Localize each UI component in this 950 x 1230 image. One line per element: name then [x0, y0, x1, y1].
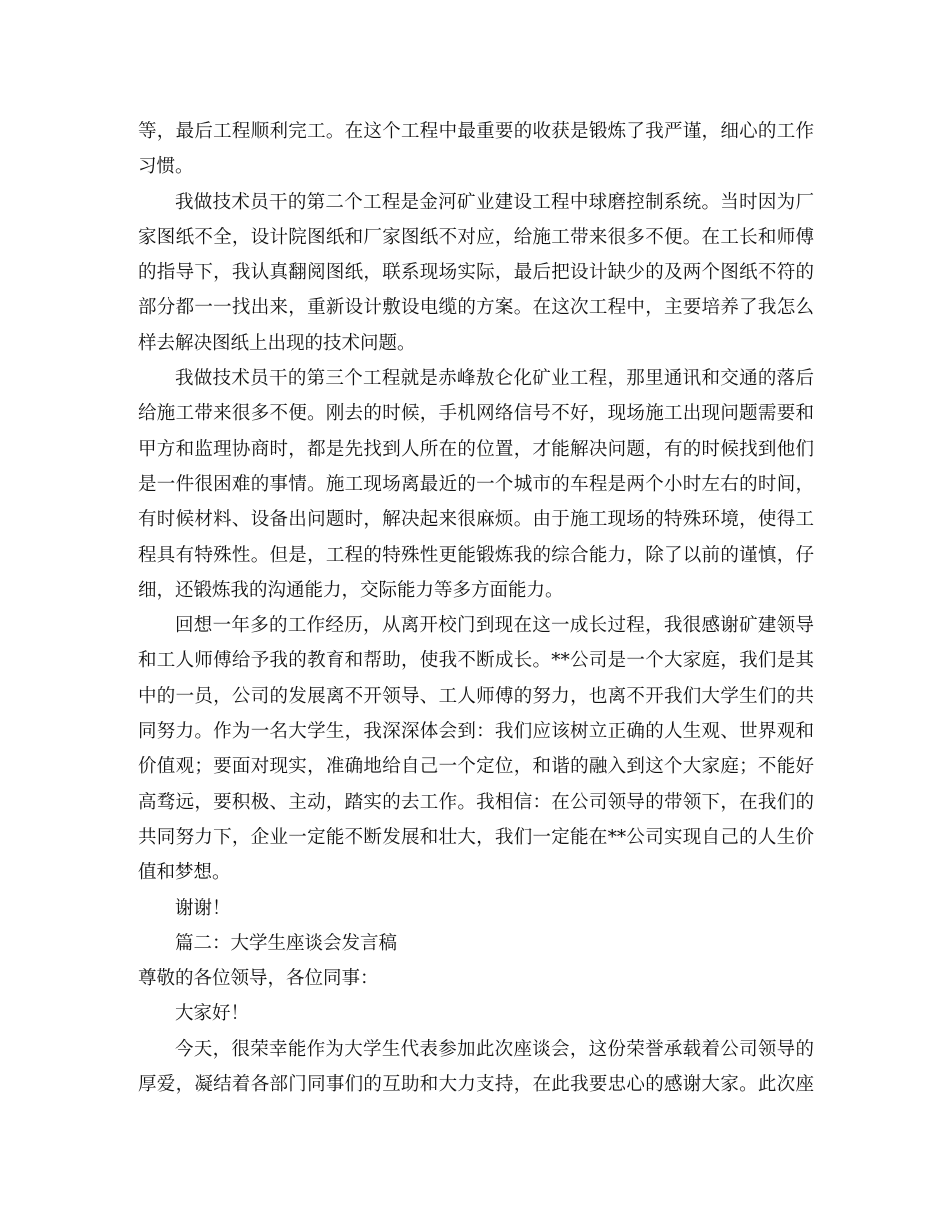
text-line: 有时候材料、设备出问题时，解决起来很麻烦。由于施工现场的特殊环境，使得工 [138, 509, 814, 531]
text-line: 样去解决图纸上出现的技术问题。 [138, 332, 416, 354]
text-line: 甲方和监理协商时，都是先找到人所在的位置，才能解决问题，有的时候找到他们 [138, 438, 814, 460]
text-line: 厚爱，凝结着各部门同事们的互助和大力支持，在此我要忠心的感谢大家。此次座 [138, 1074, 814, 1096]
paragraph-first-line: 我做技术员干的第二个工程是金河矿业建设工程中球磨控制系统。当时因为厂 [175, 191, 814, 213]
closing-thanks: 谢谢！ [175, 897, 231, 919]
text-line: 细，还锻炼我的沟通能力，交际能力等多方面能力。 [138, 579, 564, 601]
text-line: 和工人师傅给予我的教育和帮助，使我不断成长。**公司是一个大家庭，我们是其 [138, 650, 814, 672]
document-body [138, 114, 814, 1102]
text-line: 高骛远，要积极、主动，踏实的去工作。我相信：在公司领导的带领下，在我们的 [138, 791, 814, 813]
text-line: 家图纸不全，设计院图纸和厂家图纸不对应，给施工带来很多不便。在工长和师傅 [138, 226, 814, 248]
text-line: 值和梦想。 [138, 862, 231, 884]
text-line: 给施工带来很多不便。刚去的时候，手机网络信号不好，现场施工出现问题需要和 [138, 403, 814, 425]
paragraph-first-line: 回想一年多的工作经历，从离开校门到现在这一成长过程，我很感谢矿建领导 [175, 615, 814, 637]
paragraph-first-line: 我做技术员干的第三个工程就是赤峰敖仑化矿业工程，那里通讯和交通的落后 [175, 368, 814, 390]
paragraph-first-line: 今天，很荣幸能作为大学生代表参加此次座谈会，这份荣誉承载着公司领导的 [175, 1038, 814, 1060]
text-line: 是一件很困难的事情。施工现场离最近的一个城市的车程是两个小时左右的时间， [138, 473, 814, 495]
text-line: 等，最后工程顺利完工。在这个工程中最重要的收获是锻炼了我严谨，细心的工作 [138, 121, 814, 142]
text-line: 程具有特殊性。但是，工程的特殊性更能锻炼我的综合能力，除了以前的谨慎，仔 [138, 544, 814, 566]
text-line: 的指导下，我认真翻阅图纸，联系现场实际，最后把设计缺少的及两个图纸不符的 [138, 262, 814, 284]
text-line: 中的一员，公司的发展离不开领导、工人师傅的努力，也离不开我们大学生们的共 [138, 685, 814, 707]
section-heading: 篇二：大学生座谈会发言稿 [175, 932, 398, 954]
text-line: 共同努力下，企业一定能不断发展和壮大，我们一定能在**公司实现自己的人生价 [138, 826, 814, 848]
text-line: 价值观；要面对现实，准确地给自己一个定位，和谐的融入到这个大家庭；不能好 [138, 756, 814, 778]
text-line: 同努力。作为一名大学生，我深深体会到：我们应该树立正确的人生观、世界观和 [138, 721, 814, 743]
text-line: 部分都一一找出来，重新设计敷设电缆的方案。在这次工程中，主要培养了我怎么 [138, 297, 814, 319]
greeting: 大家好！ [175, 1003, 250, 1025]
text-line: 习惯。 [138, 156, 194, 178]
salutation: 尊敬的各位领导，各位同事： [138, 968, 379, 990]
